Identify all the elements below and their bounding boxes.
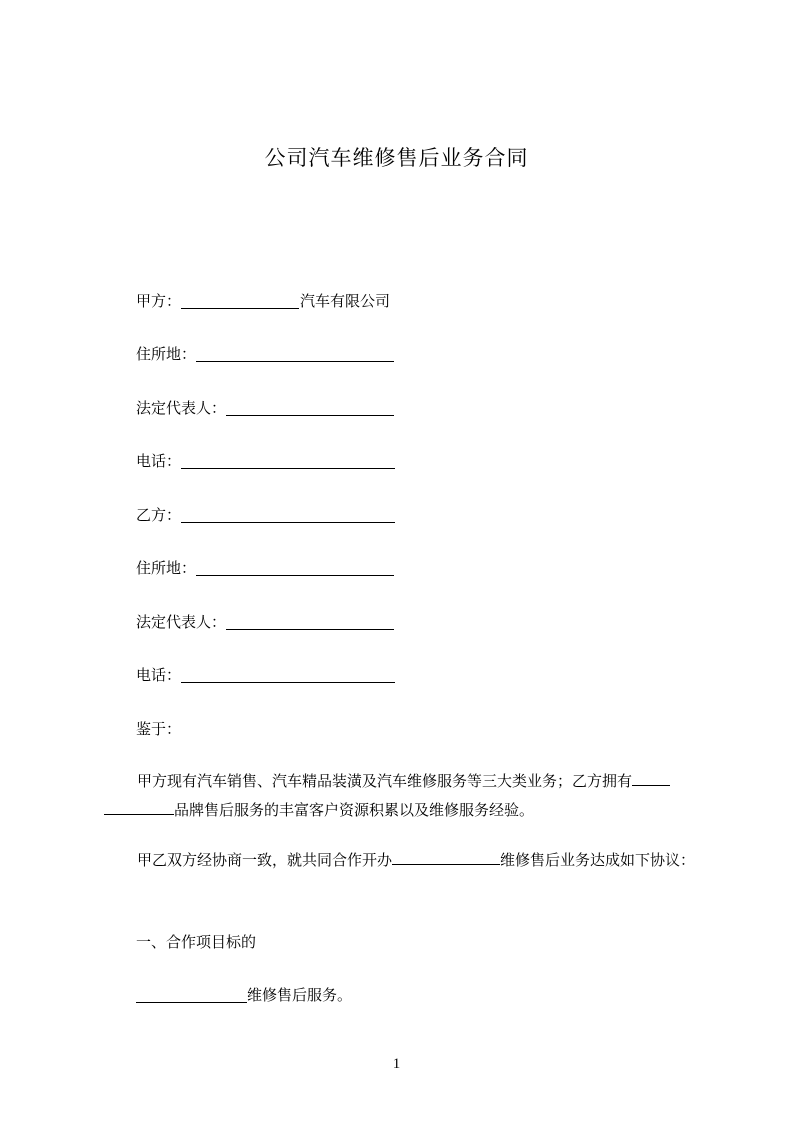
party-a-phone-label: 电话： (136, 452, 182, 470)
para2-brand-blank[interactable] (392, 850, 500, 865)
party-b-legal-rep-label: 法定代表人： (136, 613, 227, 631)
party-b-legal-rep-field (136, 611, 394, 633)
party-a-phone-blank[interactable] (181, 453, 395, 469)
party-b-field (136, 504, 395, 526)
party-a-label: 甲方： (136, 292, 182, 310)
document-title: 公司汽车维修售后业务合同 (264, 146, 529, 170)
party-b-legal-rep-blank[interactable] (226, 614, 394, 630)
party-b-name-blank[interactable] (181, 507, 395, 523)
whereas-paragraph (104, 767, 702, 825)
para2-text-b: 维修售后业务达成如下协议： (500, 851, 696, 869)
party-a-legal-rep-label: 法定代表人： (136, 399, 227, 417)
para1-text-a: 甲方现有汽车销售、汽车精品装潢及汽车维修服务等三大类业务；乙方拥有 (137, 772, 633, 790)
party-a-address-label: 住所地： (136, 345, 197, 363)
party-a-legal-rep-field (136, 397, 394, 419)
party-a-legal-rep-blank[interactable] (226, 400, 394, 416)
party-a-company-suffix: 汽车有限公司 (300, 292, 391, 310)
party-a-address-field (136, 343, 394, 365)
section-1-brand-blank[interactable] (136, 987, 247, 1003)
para1-brand-blank-a[interactable] (632, 771, 670, 786)
party-b-phone-blank[interactable] (181, 667, 395, 683)
section-1-line-suffix: 维修售后服务。 (247, 986, 353, 1004)
para1-brand-blank-b[interactable] (104, 800, 174, 815)
party-a-phone-field (136, 450, 395, 472)
agreement-paragraph (104, 846, 702, 875)
party-a-name-blank[interactable] (181, 293, 299, 309)
section-1-line (136, 984, 352, 1006)
party-b-address-label: 住所地： (136, 559, 197, 577)
para1-text-b: 品牌售后服务的丰富客户资源积累以及维修服务经验。 (174, 801, 535, 819)
party-b-label: 乙方： (136, 506, 182, 524)
page-number: 1 (392, 1056, 401, 1072)
party-a-address-blank[interactable] (196, 346, 394, 362)
party-b-address-field (136, 557, 394, 579)
party-a-field (136, 290, 390, 312)
para2-text-a: 甲乙双方经协商一致，就共同合作开办 (137, 851, 393, 869)
party-b-address-blank[interactable] (196, 560, 394, 576)
section-1-heading: 一、合作项目标的 (136, 933, 257, 951)
party-b-phone-label: 电话： (136, 666, 182, 684)
whereas-label: 鉴于： (136, 720, 182, 738)
party-b-phone-field (136, 664, 395, 686)
